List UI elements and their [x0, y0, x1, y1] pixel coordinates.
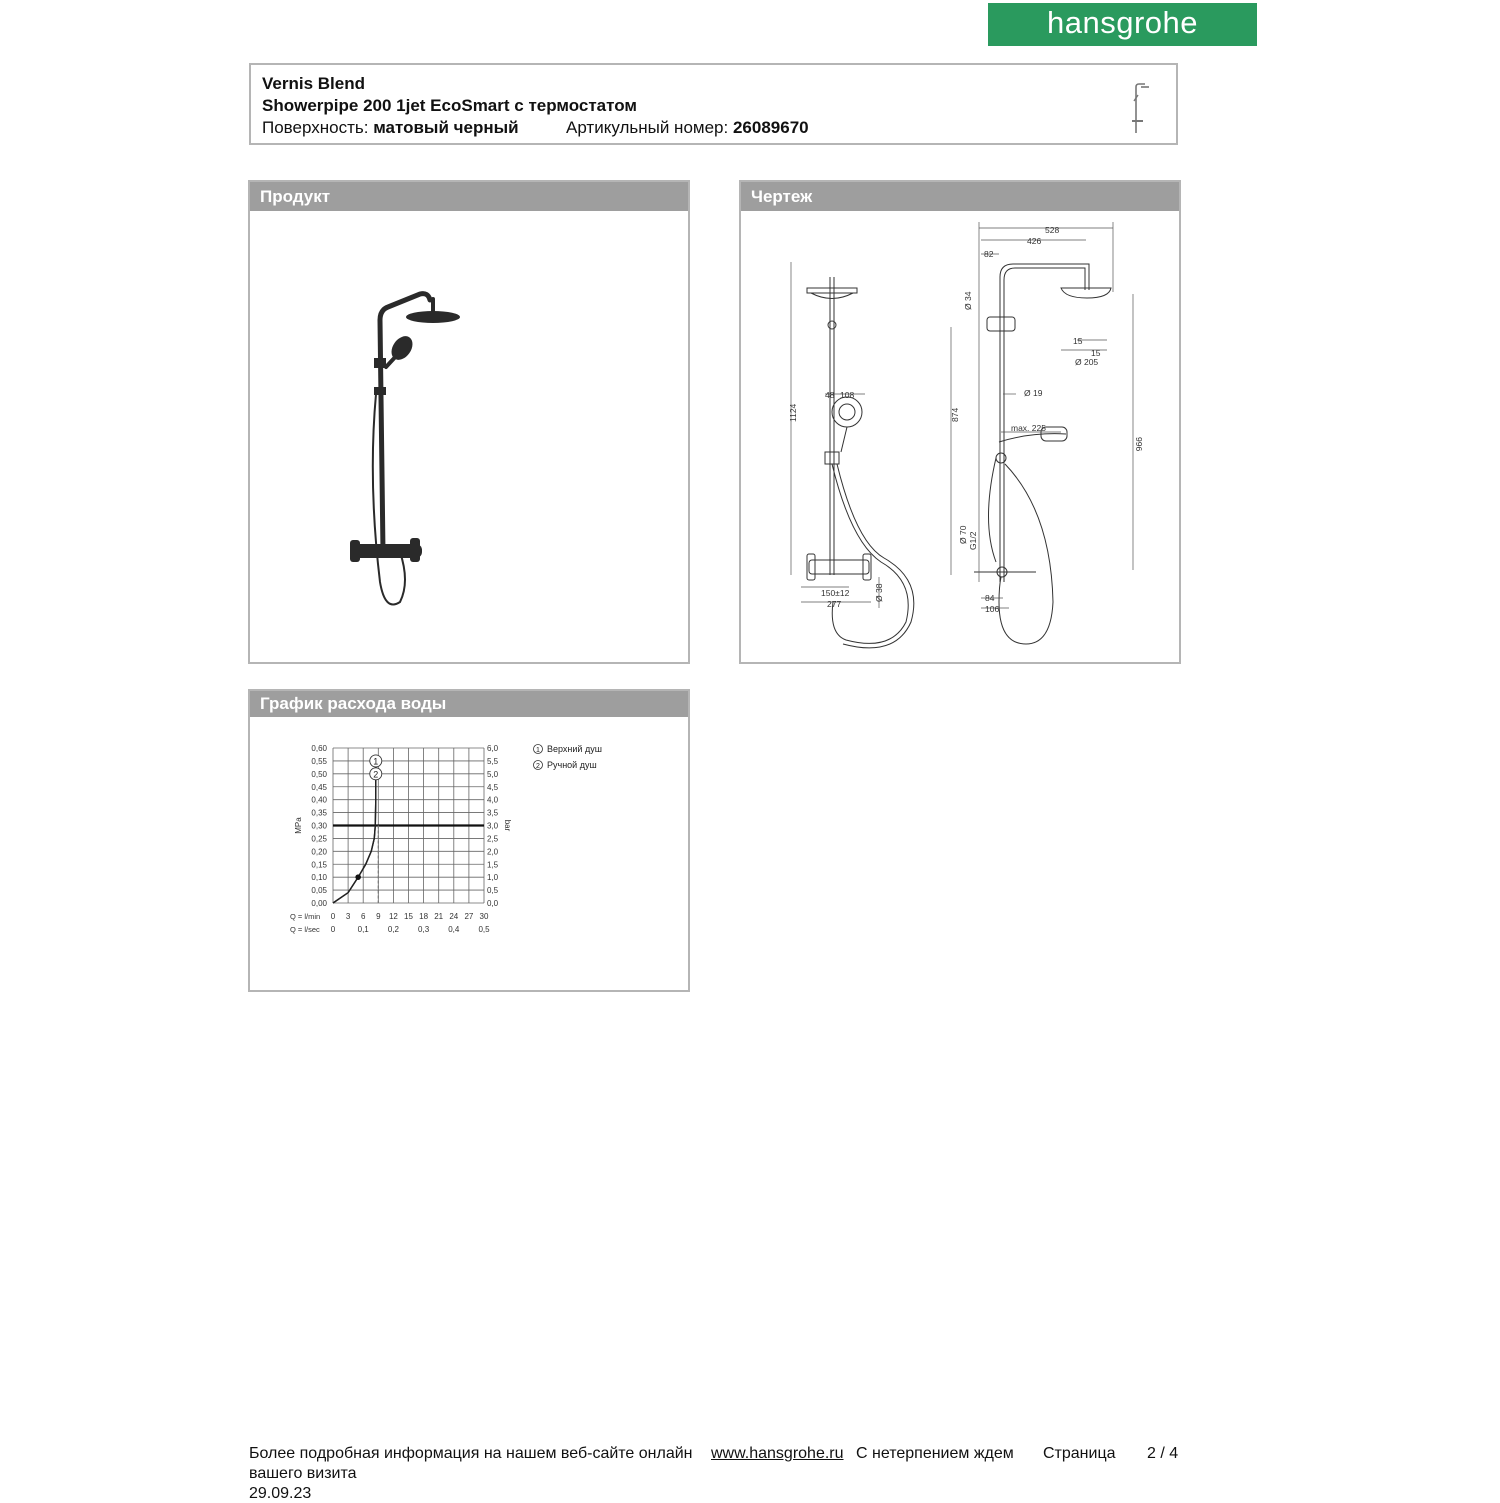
y-tick-bar: 0,5 — [487, 886, 499, 896]
product-name: Showerpipe 200 1jet EcoSmart с термостатом — [262, 96, 637, 115]
x-tick-lsec: 0,3 — [418, 925, 430, 934]
y-tick-mpa: 0,30 — [311, 821, 327, 831]
product-panel — [248, 180, 690, 664]
y-tick-mpa: 0,40 — [311, 795, 327, 805]
dim-426: 426 — [1027, 236, 1042, 246]
x-tick-lsec: 0,2 — [387, 925, 399, 934]
product-header — [249, 63, 1178, 145]
x-tick-lmin: 0 — [330, 912, 336, 921]
dim-106: 106 — [985, 604, 1000, 614]
y-tick-bar: 3,5 — [487, 808, 499, 818]
y-tick-bar: 4,0 — [487, 795, 499, 805]
technical-drawing — [741, 182, 1179, 662]
x-tick-lsec: 0,1 — [357, 925, 369, 934]
product-image — [250, 182, 688, 662]
drawing-panel — [739, 180, 1181, 664]
page-label: Страница — [1043, 1445, 1116, 1462]
legend-marker-label-2: 2 — [536, 763, 540, 770]
flow-chart-panel — [248, 689, 690, 992]
dim-277: 277 — [827, 599, 842, 609]
dim-15b: 15 — [1091, 348, 1101, 358]
y-tick-mpa: 0,20 — [311, 847, 327, 857]
drawing-panel-title: Чертеж — [741, 182, 1179, 211]
dim-874: 874 — [950, 407, 960, 422]
x-tick-lsec: 0 — [330, 925, 336, 934]
series-name: Vernis Blend — [262, 74, 365, 93]
flow-chart-title: График расхода воды — [250, 691, 688, 717]
series-marker-label-2: 2 — [373, 769, 379, 780]
y-tick-mpa: 0,55 — [311, 756, 327, 766]
y-tick-bar: 2,5 — [487, 834, 499, 844]
series-line-1 — [333, 761, 379, 903]
dim-g12: G1/2 — [968, 531, 978, 550]
y-tick-mpa: 0,05 — [311, 886, 327, 896]
y-tick-mpa: 0,25 — [311, 834, 327, 844]
dim-d38: Ø 38 — [874, 583, 884, 602]
x-tick-lsec: 0,5 — [478, 925, 490, 934]
operating-point — [355, 874, 361, 880]
x-tick-lsec: 0,4 — [448, 925, 460, 934]
surface-label: Поверхность: — [262, 118, 369, 137]
dim-d19: Ø 19 — [1024, 388, 1043, 398]
y-axis-label-right: bar — [503, 819, 512, 832]
x-tick-lmin: 24 — [449, 912, 459, 921]
y-tick-bar: 1,5 — [487, 860, 499, 870]
product-panel-title: Продукт — [250, 182, 688, 211]
dim-48: 48 — [825, 390, 835, 400]
footer-wait2: вашего визита — [249, 1465, 357, 1482]
footer-website-link[interactable]: www.hansgrohe.ru — [711, 1445, 844, 1462]
flow-chart — [250, 691, 688, 990]
dim-d34: Ø 34 — [963, 291, 973, 310]
dim-d205: Ø 205 — [1075, 357, 1099, 367]
y-tick-bar: 1,0 — [487, 873, 499, 883]
surface-row — [262, 118, 519, 138]
y-tick-mpa: 0,10 — [311, 873, 327, 883]
x-tick-lmin: 27 — [464, 912, 474, 921]
dim-150: 150±12 — [821, 588, 850, 598]
dim-max225: max. 225 — [1011, 423, 1046, 433]
legend-label-1: Верхний душ — [547, 744, 602, 754]
y-tick-mpa: 0,50 — [311, 769, 327, 779]
dim-108: 108 — [840, 390, 855, 400]
dim-15a: 15 — [1073, 336, 1083, 346]
dim-1124: 1124 — [788, 403, 798, 422]
y-axis-label-left: MPa — [294, 817, 303, 834]
y-tick-mpa: 0,35 — [311, 808, 327, 818]
article-number: 26089670 — [732, 118, 809, 137]
y-tick-bar: 5,0 — [487, 769, 499, 779]
footer-info: Более подробная информация на нашем веб-сайте онлайн — [249, 1445, 693, 1462]
x-tick-lmin: 9 — [376, 912, 381, 921]
x-tick-lmin: 6 — [360, 912, 366, 921]
footer-wait: С нетерпением ждем — [856, 1445, 1014, 1462]
dim-82: 82 — [984, 249, 994, 259]
dim-84: 84 — [985, 593, 995, 603]
article-label: Артикульный номер: — [566, 118, 729, 137]
legend-marker-label-1: 1 — [536, 747, 540, 754]
y-tick-mpa: 0,45 — [311, 782, 327, 792]
page-number: 2 / 4 — [1147, 1445, 1179, 1462]
y-tick-bar: 2,0 — [487, 847, 499, 857]
x-axis-label-lsec: Q = l/sec — [290, 925, 320, 934]
brand-logo: hansgrohe — [988, 3, 1257, 46]
legend-label-2: Ручной душ — [547, 760, 597, 770]
y-tick-bar: 5,5 — [487, 756, 499, 766]
x-tick-lmin: 15 — [404, 912, 413, 921]
dim-528: 528 — [1045, 225, 1060, 235]
y-tick-bar: 4,5 — [487, 782, 499, 792]
x-axis-label-lmin: Q = l/min — [290, 912, 321, 921]
surface-value: матовый черный — [373, 118, 519, 137]
x-tick-lmin: 21 — [434, 912, 444, 921]
x-tick-lmin: 18 — [419, 912, 429, 921]
y-tick-mpa: 0,60 — [311, 744, 327, 753]
dim-d70: Ø 70 — [958, 525, 968, 544]
x-tick-lmin: 3 — [345, 912, 351, 921]
y-tick-mpa: 0,00 — [311, 899, 327, 908]
series-marker-label-1: 1 — [373, 756, 379, 767]
article-row — [566, 118, 809, 138]
footer-date: 29.09.23 — [249, 1485, 312, 1502]
x-tick-lmin: 12 — [388, 912, 398, 921]
dim-996: 996 — [1134, 437, 1144, 452]
product-thumbnail-icon — [1123, 81, 1153, 137]
y-tick-mpa: 0,15 — [311, 860, 327, 870]
x-tick-lmin: 30 — [479, 912, 489, 921]
y-tick-bar: 3,0 — [487, 821, 499, 831]
y-tick-bar: 6,0 — [487, 744, 499, 753]
y-tick-bar: 0,0 — [487, 899, 499, 908]
